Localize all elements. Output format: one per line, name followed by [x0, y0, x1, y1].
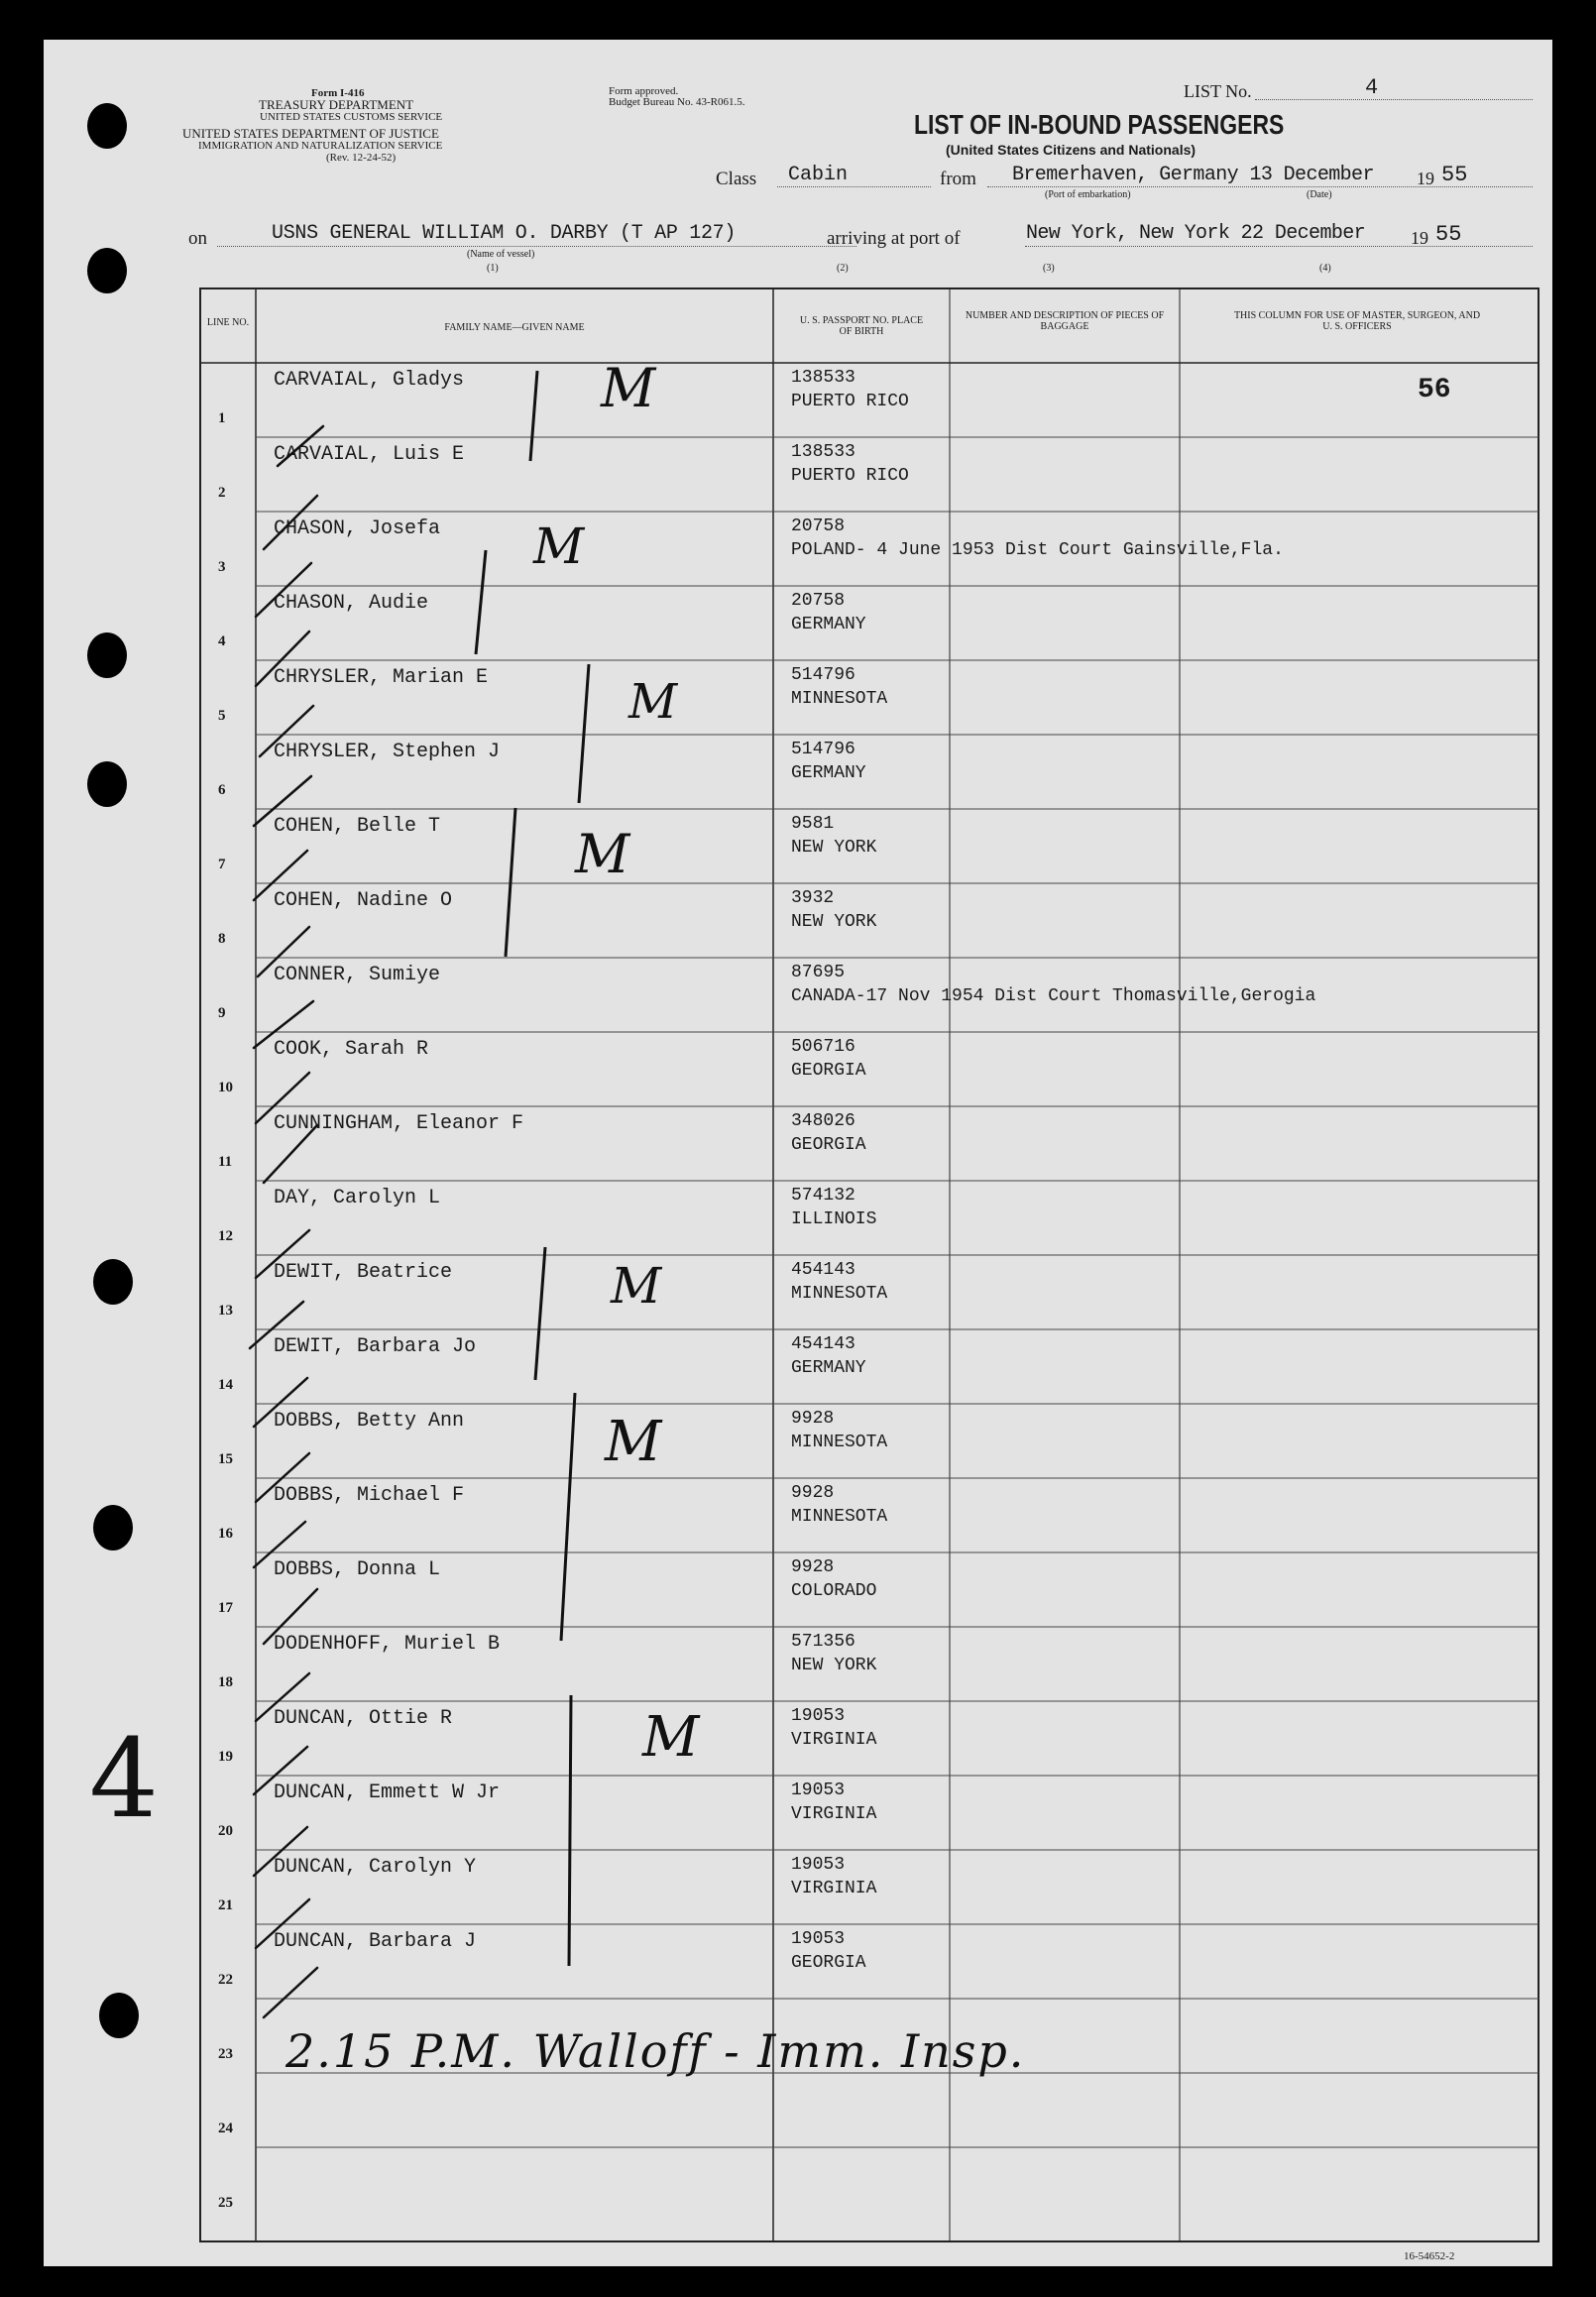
passport-number: 9928: [791, 1409, 835, 1429]
passenger-name: CHRYSLER, Marian E: [274, 666, 489, 689]
from-label: from: [940, 169, 976, 189]
column-caption-3: (3): [1043, 263, 1055, 274]
place-of-birth: PUERTO RICO: [791, 466, 909, 486]
line-number: 13: [218, 1303, 233, 1319]
passport-number: 138533: [791, 442, 855, 462]
immigration-service: IMMIGRATION AND NATURALIZATION SERVICE: [198, 140, 443, 152]
passenger-name: DAY, Carolyn L: [274, 1187, 441, 1209]
manifest-page: [44, 40, 1552, 2266]
passport-number: 571356: [791, 1632, 855, 1652]
budget-bureau: Budget Bureau No. 43-R061.5.: [609, 96, 745, 108]
class-value: Cabin: [788, 164, 849, 186]
line-number: 9: [218, 1005, 226, 1021]
line-number: 5: [218, 708, 226, 724]
place-of-birth: GERMANY: [791, 615, 866, 634]
line-number: 16: [218, 1526, 233, 1542]
place-of-birth: VIRGINIA: [791, 1730, 877, 1750]
passport-number: 454143: [791, 1260, 855, 1280]
arrival-year-prefix: 19: [1411, 228, 1428, 248]
passport-number: 454143: [791, 1334, 855, 1354]
family-mark: M: [601, 357, 656, 419]
passenger-name: DOBBS, Michael F: [274, 1484, 465, 1507]
arriving-label: arriving at port of: [827, 228, 961, 249]
passport-number: 20758: [791, 591, 846, 611]
passport-number: 3932: [791, 888, 835, 908]
passport-number: 9581: [791, 814, 835, 834]
line-number: 6: [218, 782, 226, 798]
place-of-birth: GEORGIA: [791, 1061, 866, 1081]
place-of-birth: MINNESOTA: [791, 1507, 888, 1527]
passenger-name: CARVAIAL, Gladys: [274, 369, 465, 392]
line-number: 24: [218, 2121, 233, 2136]
family-mark: M: [605, 1410, 662, 1474]
passenger-name: DUNCAN, Carolyn Y: [274, 1856, 477, 1879]
passport-number: 138533: [791, 368, 855, 388]
column-header-passport: U. S. PASSPORT NO. PLACE OF BIRTH: [799, 315, 924, 337]
place-of-birth: MINNESOTA: [791, 689, 888, 709]
passenger-name: DUNCAN, Emmett W Jr: [274, 1781, 501, 1804]
line-number: 7: [218, 857, 226, 872]
passenger-name: CUNNINGHAM, Eleanor F: [274, 1112, 524, 1135]
passenger-name: DOBBS, Donna L: [274, 1558, 441, 1581]
passport-number: 574132: [791, 1186, 855, 1206]
passenger-name: DOBBS, Betty Ann: [274, 1410, 465, 1433]
margin-number: 4: [89, 1715, 159, 1842]
line-number: 20: [218, 1823, 233, 1839]
arrival-year: 55: [1435, 222, 1462, 247]
line-number: 10: [218, 1080, 233, 1095]
passenger-name: DEWIT, Barbara Jo: [274, 1335, 477, 1358]
passenger-name: DUNCAN, Ottie R: [274, 1707, 453, 1730]
line-number: 14: [218, 1377, 233, 1393]
customs-service: UNITED STATES CUSTOMS SERVICE: [260, 111, 443, 123]
passport-number: 19053: [791, 1855, 846, 1875]
line-number: 23: [218, 2046, 233, 2062]
inspection-signature: 2.15 P.M. Walloff - Imm. Insp.: [285, 2024, 1026, 2078]
line-number: 15: [218, 1451, 233, 1467]
passport-number: 9928: [791, 1483, 835, 1503]
vessel-name: USNS GENERAL WILLIAM O. DARBY (T AP 127): [272, 222, 737, 245]
passenger-name: DUNCAN, Barbara J: [274, 1930, 477, 1953]
passenger-name: DEWIT, Beatrice: [274, 1261, 453, 1284]
passenger-name: CHASON, Audie: [274, 592, 429, 615]
passport-number: 348026: [791, 1111, 855, 1131]
line-number: 17: [218, 1600, 233, 1616]
passenger-name: COOK, Sarah R: [274, 1038, 429, 1061]
officer-note: 56: [1418, 375, 1451, 405]
line-number: 21: [218, 1897, 233, 1913]
family-mark: M: [642, 1705, 700, 1770]
line-number: 11: [218, 1154, 233, 1170]
place-of-birth: ILLINOIS: [791, 1209, 877, 1229]
column-caption-2: (2): [837, 263, 849, 274]
footer-code: 16-54652-2: [1404, 2250, 1455, 2262]
family-mark: M: [533, 517, 585, 575]
place-of-birth: CANADA-17 Nov 1954 Dist Court Thomasville,Gerogia: [791, 986, 1316, 1006]
column-header-name: FAMILY NAME—GIVEN NAME: [444, 322, 585, 333]
place-of-birth: NEW YORK: [791, 1656, 877, 1675]
arrival-port: New York, New York 22 December: [1026, 222, 1366, 245]
place-of-birth: NEW YORK: [791, 912, 877, 932]
form-subtitle: (United States Citizens and Nationals): [946, 142, 1197, 158]
line-number: 22: [218, 1972, 233, 1988]
passenger-name: DODENHOFF, Muriel B: [274, 1633, 501, 1656]
column-caption-4: (4): [1319, 263, 1331, 274]
line-number: 18: [218, 1674, 233, 1690]
place-of-birth: GEORGIA: [791, 1953, 866, 1973]
column-caption-1: (1): [487, 263, 499, 274]
on-label: on: [188, 228, 207, 249]
place-of-birth: PUERTO RICO: [791, 392, 909, 411]
line-number: 3: [218, 559, 226, 575]
list-label: LIST No.: [1184, 81, 1252, 101]
column-header-officers: THIS COLUMN FOR USE OF MASTER, SURGEON, AND U. S. OFFICERS: [1233, 310, 1481, 332]
passport-number: 19053: [791, 1929, 846, 1949]
passport-number: 20758: [791, 517, 846, 536]
column-header-line: LINE NO.: [206, 317, 250, 328]
from-year: 55: [1441, 163, 1468, 187]
passport-number: 9928: [791, 1557, 835, 1577]
line-number: 2: [218, 485, 226, 501]
passenger-name: CHRYSLER, Stephen J: [274, 741, 501, 763]
line-number: 25: [218, 2195, 233, 2211]
passport-number: 19053: [791, 1780, 846, 1800]
passenger-name: CHASON, Josefa: [274, 517, 441, 540]
passport-number: 506716: [791, 1037, 855, 1057]
passenger-name: CONNER, Sumiye: [274, 964, 441, 986]
place-of-birth: POLAND- 4 June 1953 Dist Court Gainsville,Fla.: [791, 540, 1284, 560]
passport-number: 514796: [791, 665, 855, 685]
date-caption: (Date): [1307, 189, 1332, 200]
passenger-name: COHEN, Nadine O: [274, 889, 453, 912]
embarkation-value: Bremerhaven, Germany 13 December: [1012, 164, 1374, 186]
passport-number: 87695: [791, 963, 846, 982]
passenger-name: COHEN, Belle T: [274, 815, 441, 838]
column-header-baggage: NUMBER AND DESCRIPTION OF PIECES OF BAGGAGE: [965, 310, 1165, 332]
place-of-birth: GEORGIA: [791, 1135, 866, 1155]
line-number: 8: [218, 931, 226, 947]
place-of-birth: VIRGINIA: [791, 1804, 877, 1824]
place-of-birth: COLORADO: [791, 1581, 877, 1601]
form-number: Form I-416: [311, 87, 365, 99]
form-revision: (Rev. 12-24-52): [326, 152, 397, 164]
passport-number: 514796: [791, 740, 855, 759]
form-title: LIST OF IN-BOUND PASSENGERS: [914, 109, 1285, 140]
place-of-birth: MINNESOTA: [791, 1433, 888, 1452]
line-number: 1: [218, 410, 226, 426]
line-number: 12: [218, 1228, 233, 1244]
justice-dept: UNITED STATES DEPARTMENT OF JUSTICE: [182, 126, 439, 141]
place-of-birth: GERMANY: [791, 1358, 866, 1378]
list-number: 4: [1365, 75, 1379, 100]
from-year-prefix: 19: [1417, 169, 1434, 188]
family-mark: M: [575, 823, 630, 885]
line-number: 19: [218, 1749, 233, 1765]
passport-number: 19053: [791, 1706, 846, 1726]
place-of-birth: MINNESOTA: [791, 1284, 888, 1304]
family-mark: M: [611, 1257, 662, 1315]
line-number: 4: [218, 633, 226, 649]
treasury-dept: TREASURY DEPARTMENT: [259, 97, 414, 112]
family-mark: M: [628, 674, 678, 730]
vessel-caption: (Name of vessel): [467, 249, 535, 260]
place-of-birth: GERMANY: [791, 763, 866, 783]
passenger-name: CARVAIAL, Luis E: [274, 443, 465, 466]
place-of-birth: NEW YORK: [791, 838, 877, 858]
port-caption: (Port of embarkation): [1045, 189, 1131, 200]
form-approved: Form approved.: [609, 85, 679, 97]
place-of-birth: VIRGINIA: [791, 1879, 877, 1898]
class-label: Class: [716, 169, 757, 189]
